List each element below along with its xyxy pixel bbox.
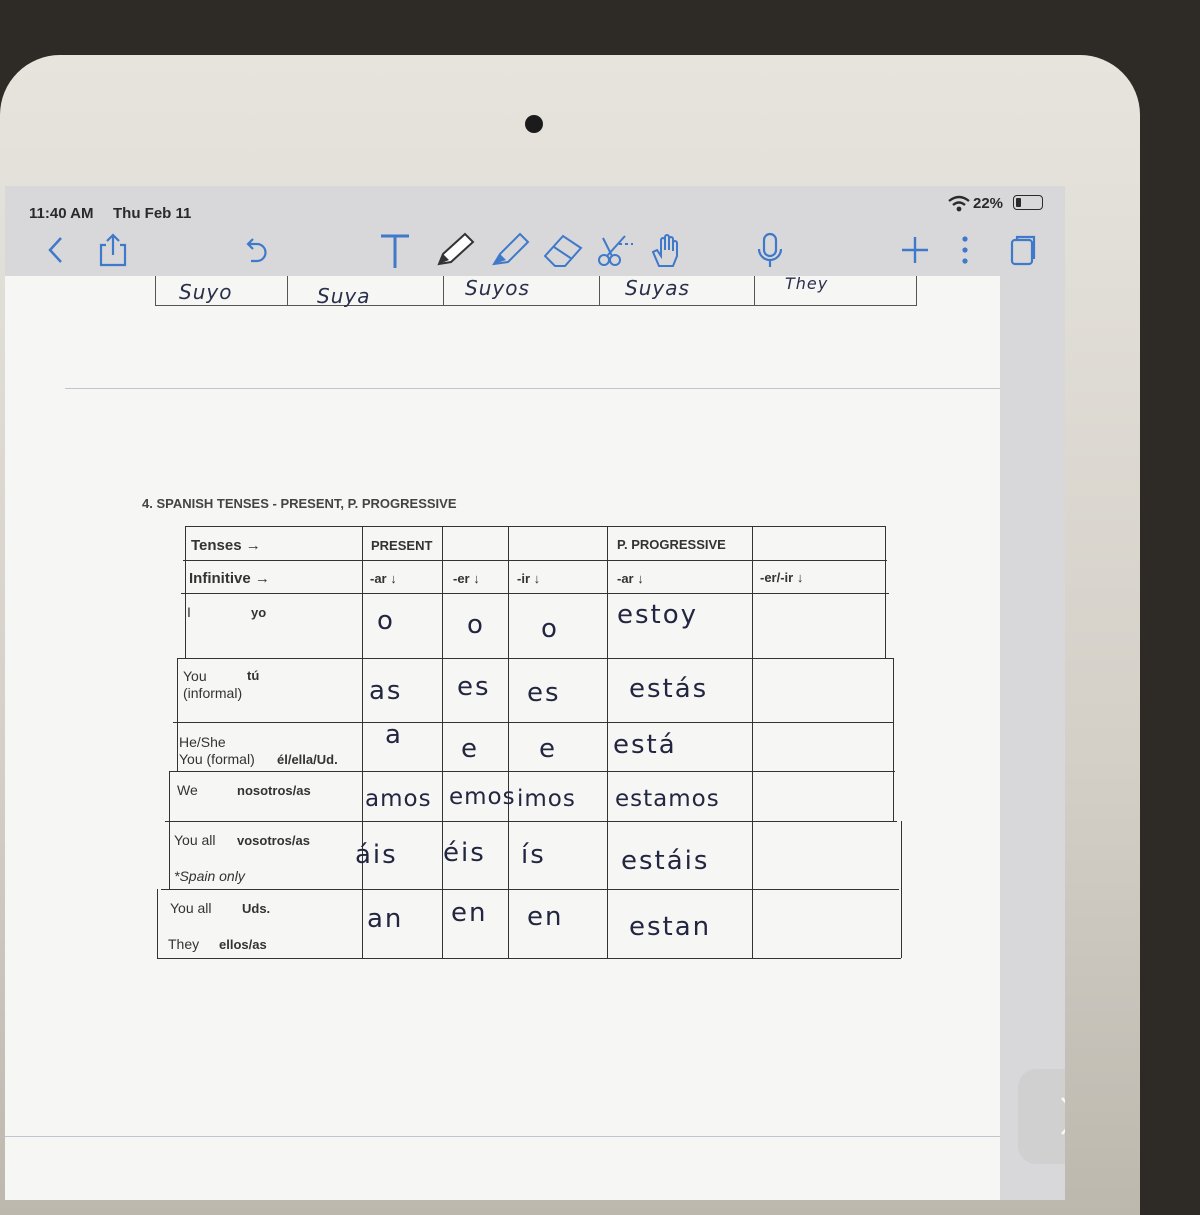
status-time: 11:40 AM xyxy=(29,205,94,222)
table-border xyxy=(442,526,443,958)
battery-percent: 22% xyxy=(973,195,1004,212)
front-camera xyxy=(525,115,543,133)
tablet-screen xyxy=(5,186,1065,1200)
handwriting-answer: ís xyxy=(521,840,546,870)
table-border xyxy=(362,526,363,958)
row-english: He/She xyxy=(179,734,226,750)
row-english: I xyxy=(187,604,191,620)
tenses-table xyxy=(155,526,905,956)
more-icon[interactable] xyxy=(950,230,980,270)
eraser-icon[interactable] xyxy=(538,230,588,270)
row-english: You xyxy=(183,668,207,684)
handwriting-answer: e xyxy=(539,734,557,764)
row-english-2: They xyxy=(168,936,200,952)
row-english-2: (informal) xyxy=(183,685,243,701)
header-prog-ar: -ar ↓ xyxy=(617,571,644,586)
row-spanish: yo xyxy=(251,605,267,620)
handwriting-answer: o xyxy=(467,610,485,640)
table-border xyxy=(161,889,899,890)
table-border xyxy=(752,526,753,958)
table-border xyxy=(181,593,889,594)
row-spanish: tú xyxy=(247,668,260,683)
page-rule-line xyxy=(65,388,1000,389)
row-english: You all xyxy=(174,832,216,848)
row-english: We xyxy=(177,782,198,798)
table-border xyxy=(901,821,902,958)
header-present: PRESENT xyxy=(371,538,433,553)
handwriting-answer: emos xyxy=(449,784,516,810)
highlighter-icon[interactable] xyxy=(485,230,535,270)
handwriting-answer: en xyxy=(527,902,564,932)
handwriting-answer: áis xyxy=(355,840,398,870)
status-date: Thu Feb 11 xyxy=(113,205,192,222)
header-infinitive: Infinitive → xyxy=(189,570,270,587)
undo-icon[interactable] xyxy=(235,230,275,270)
header-ir: -ir ↓ xyxy=(517,571,541,586)
battery-fill xyxy=(1016,198,1021,207)
share-icon[interactable] xyxy=(93,230,133,270)
header-prog-erir: -er/-ir ↓ xyxy=(760,570,804,585)
table-border xyxy=(157,958,901,959)
handwriting-answer: estan xyxy=(629,912,712,942)
pages-icon[interactable] xyxy=(1002,230,1042,270)
battery-icon xyxy=(1013,195,1043,210)
table-border xyxy=(183,560,887,561)
handwriting-answer: estoy xyxy=(617,600,699,630)
row-spanish: él/ella/Ud. xyxy=(277,752,338,767)
handwriting-answer: es xyxy=(457,672,491,702)
table-border xyxy=(885,526,886,658)
handwriting-answer: an xyxy=(367,904,404,934)
row-english-2: You (formal) xyxy=(179,751,255,767)
hand-tool-icon[interactable] xyxy=(645,230,691,270)
page-rule-line xyxy=(5,1136,1000,1137)
handwriting-answer: estamos xyxy=(615,786,720,812)
handwriting-answer: es xyxy=(527,678,561,708)
handwriting-answer: a xyxy=(385,720,403,750)
header-progressive: P. PROGRESSIVE xyxy=(617,537,726,552)
handwriting-answer: as xyxy=(369,676,403,706)
table-border xyxy=(185,526,885,527)
microphone-icon[interactable] xyxy=(750,230,790,270)
handwriting-answer: estás xyxy=(629,674,709,704)
row-english: You all xyxy=(170,900,212,916)
table-border xyxy=(185,526,186,658)
pen-icon[interactable] xyxy=(430,230,480,270)
notebook-page[interactable] xyxy=(5,276,1000,1200)
handwriting: Suyo xyxy=(179,280,233,304)
lasso-scissors-icon[interactable] xyxy=(593,230,639,270)
status-bar xyxy=(5,186,1065,226)
handwriting-answer: o xyxy=(541,614,559,644)
section-title: 4. SPANISH TENSES - PRESENT, P. PROGRESSIVE xyxy=(142,496,457,511)
handwriting-answer: en xyxy=(451,898,488,928)
handwriting: They xyxy=(785,274,829,293)
handwriting: Suya xyxy=(317,284,371,308)
row-note: *Spain only xyxy=(174,868,245,884)
handwriting-answer: está xyxy=(613,730,677,760)
handwriting-answer: estáis xyxy=(621,846,710,876)
table-border xyxy=(607,526,608,958)
header-ar: -ar ↓ xyxy=(370,571,397,586)
row-spanish: nosotros/as xyxy=(237,783,311,798)
header-tenses: Tenses → xyxy=(191,537,261,554)
handwriting-answer: e xyxy=(461,734,479,764)
handwriting: Suyas xyxy=(625,276,690,300)
chevron-right-icon xyxy=(1058,1094,1065,1138)
handwriting-answer: imos xyxy=(517,786,576,812)
table-border xyxy=(508,526,509,958)
handwriting-answer: amos xyxy=(365,786,432,812)
table-border xyxy=(169,771,170,889)
text-tool-icon[interactable] xyxy=(375,230,415,270)
table-border xyxy=(177,658,893,659)
handwriting-answer: o xyxy=(377,606,395,636)
wifi-icon xyxy=(947,195,971,213)
table-border xyxy=(177,658,178,771)
table-border xyxy=(157,889,158,959)
row-spanish: Uds. xyxy=(242,901,271,916)
handwriting-answer: éis xyxy=(443,838,486,868)
toolbar xyxy=(5,226,1065,276)
row-spanish: vosotros/as xyxy=(237,833,310,848)
next-page-button[interactable] xyxy=(1018,1069,1065,1164)
table-border xyxy=(893,658,894,822)
add-icon[interactable] xyxy=(895,230,935,270)
row-spanish-2: ellos/as xyxy=(219,937,267,952)
header-er: -er ↓ xyxy=(453,571,480,586)
table-border xyxy=(173,722,893,723)
table-border xyxy=(165,821,897,822)
back-chevron-icon[interactable] xyxy=(35,230,75,270)
table-border xyxy=(169,771,895,772)
handwriting: Suyos xyxy=(465,276,530,300)
